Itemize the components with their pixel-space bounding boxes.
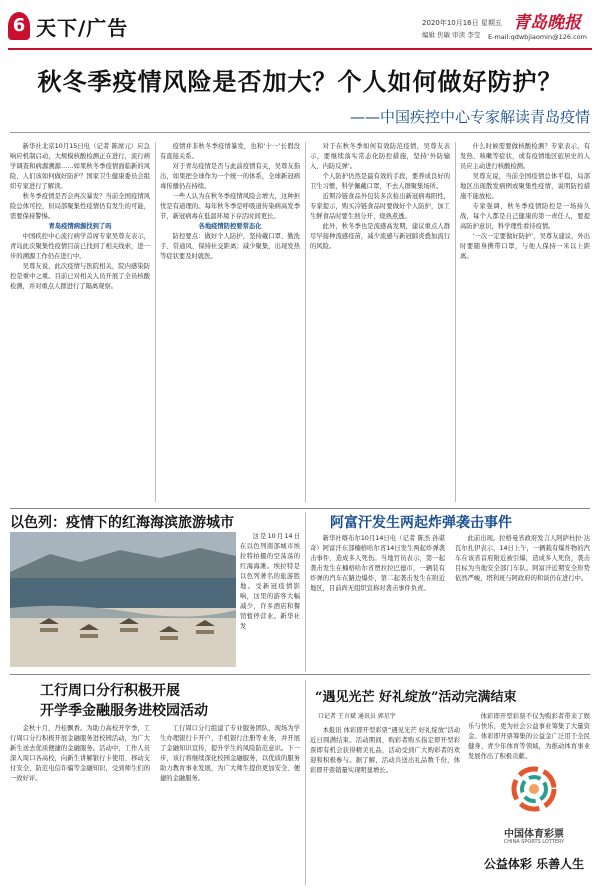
paragraph: 个人防护仍然是最有效的手段，要养成良好的卫生习惯，科学佩戴口罩，不去人群聚集场所。 <box>310 173 450 190</box>
paragraph: 什么时候需要做核酸检测？专家表示，有发热、咳嗽等症状，或有疫情地区旅居史的人员应主动进行核酸检测。 <box>460 143 590 170</box>
subheading: 各地疫情防控要常态化 <box>198 223 262 230</box>
contact-email: E-mail:qdwbjiaomin@126.com <box>488 33 587 41</box>
page-number: 6 <box>8 12 30 40</box>
main-subhead: ——中国疾控中心专家解读青岛疫情 <box>349 108 590 126</box>
paragraph: 秋冬季疫情是否会再次暴发？当前全国疫情风险总体可控，但局部聚集性疫情仍有发生的可能，需要保持警惕。 <box>10 193 150 220</box>
lottery-column-2 <box>468 712 590 760</box>
paragraph: 对于在秋冬季如何有效防范疫情，吴尊友表示，要继续落实常态化防控措施，坚持‘外防输入、内防反弹’。 <box>310 143 450 170</box>
paragraph: 专家强调，秋冬季疫情防控是一场持久战，每个人都是自己健康的第一责任人，要提高防护意识，科学理性看待疫情。 <box>460 203 590 230</box>
main-article-column-3 <box>310 142 450 502</box>
photo-caption: 这是10月14日在以色列南部城市埃拉特拍摄的空荡荡的红海海滩。埃拉特是以色列著名的旅游胜地。受新冠疫情影响，这里的游客大幅减少，许多酒店和餐馆暂停营业。新华社发 <box>240 533 300 630</box>
lottery-logo-en: CHINA SPORTS LOTTERY <box>503 839 565 845</box>
paragraph: 体彩即开型彩票不仅为购彩者带来了娱乐与快乐，更为社会公益事业筹集了大量资金。体彩即开票筹集的公益金广泛用于全民健身、青少年体育等领域，为推动体育事业发展作出了积极贡献。 <box>468 713 590 760</box>
paragraph: 新华社北京10月15日电（记者 陈席元）应急响应机制启动，大规模核酸检测正在进行，流行病学调查和病源溯源……如果秋冬季疫情面临新的风险，人们该如何做好防护？国家卫生健康委员会组织专家进行了解读。 <box>10 143 150 190</box>
masthead <box>8 8 592 50</box>
column-divider <box>155 142 156 502</box>
editor-credit: 编辑 焦敏 审读 李莹 <box>422 31 481 39</box>
afghan-column-2 <box>455 534 590 668</box>
lottery-column-1 <box>310 726 460 884</box>
paragraph: 此外，秋冬季也是流感高发期，建议重点人群尽早接种流感疫苗，减少流感与新冠肺炎叠加流行的风险。 <box>310 223 450 250</box>
issue-date: 2020年10月16日 星期五 <box>422 19 502 27</box>
icbc-column-1 <box>10 724 150 884</box>
paragraph: 金秋十月，丹桂飘香。为助力高校开学季，工行周口分行积极开展金融服务进校园活动，为广大新生送去优质便捷的金融服务。活动中，工作人员深入周口各高校，向新生讲解银行卡使用、移动支付安全、防范电信诈骗等金融知识，受到师生们的一致好评。 <box>10 725 150 782</box>
paragraph: 此前出现。拉格曼省政府发言人阿萨杜拉·达瓦尔扎伊表示，14日上午，一辆载有爆炸物的汽车在该省首府附近被引爆，造成多人死伤，袭击目标为当地安全部门车队。阿富汗近期安全形势依然严峻，塔利班与阿政府的和谈仍在进行中。 <box>455 535 590 582</box>
lottery-logo-text: 中国体育彩票 <box>504 829 564 840</box>
section-title: 天下/广告 <box>36 16 129 40</box>
afghan-column-1 <box>310 534 445 668</box>
paragraph: 防控要点：做好个人防护，坚持戴口罩、勤洗手、常通风、保持社交距离；减少聚集，出现发热等症状要及时就医。 <box>160 233 300 260</box>
paragraph: 吴尊友说，此次疫情与医院相关，院内感染防控是重中之重。目前已对相关人员开展了全员核酸检测，并对重点人群进行了隔离观察。 <box>10 263 150 290</box>
column-divider <box>305 680 306 885</box>
column-divider <box>455 142 456 502</box>
china-sports-lottery-logo <box>476 755 592 885</box>
paragraph: 工行周口分行组建了专业服务团队，现场为学生办理银行卡开户、手机银行注册等业务，并开展了金融知识宣传，提升学生的风险防范意识。下一步，该行将继续深化校园金融服务，以优质的服务助力教育事业发展，为广大师生提供更加安全、便捷的金融服务。 <box>160 725 300 782</box>
beach-photo-image <box>10 532 236 667</box>
icbc-title-line-1: 工行周口分行积极开展 <box>40 683 180 699</box>
paragraph: 吴尊友说，当前全国疫情总体平稳，局部地区出现散发病例或聚集性疫情，说明防控措施不能放松。 <box>460 173 590 200</box>
afghan-title: 阿富汗发生两起炸弹袭击事件 <box>330 515 512 531</box>
newspaper-logo: 青岛晚报 <box>513 13 581 33</box>
paragraph: 一些人认为在秋冬季疫情风险会增大，这种担忧是有道理的。每年秋冬季是呼吸道传染病高发季节，新冠病毒在低温环境下存活时间更长。 <box>160 193 300 220</box>
paragraph: 疫情并非秋冬季疫情暴发，也和‘十一’长假没有直接关系。 <box>160 143 300 160</box>
icbc-title-line-2: 开学季金融服务进校园活动 <box>40 703 208 719</box>
paragraph: 对于青岛疫情是否与此前疫情有关，吴尊友指出，如果把全球作为一个统一的体系，全球新冠病毒传播仍在持续。 <box>160 163 300 190</box>
lottery-slogan: 公益体彩 乐善人生 <box>483 857 585 871</box>
paragraph: 近期冷链食品外包装多次检出新冠病毒阳性，专家提示，购买冷链食品时要做好个人防护，加工生鲜食品时要生熟分开、烧熟煮透。 <box>310 193 450 220</box>
lottery-emblem-icon <box>476 755 592 835</box>
column-divider <box>305 512 306 672</box>
section-divider <box>10 674 590 675</box>
main-article-column-1 <box>10 142 150 502</box>
paragraph: 新华社喀布尔10月14日电（记者 陈杰 孙谌奇）阿富汗东部楠格哈尔省14日发生两起炸弹袭击事件，造成多人死伤。当地官员表示，第一起袭击发生在楠格哈尔省贾拉拉巴德市，一辆装有炸弹的汽车在路边爆炸，第二起袭击发生在附近地区，目前尚无组织宣称对袭击事件负责。 <box>310 535 445 592</box>
red-sea-caption <box>240 532 300 667</box>
main-article-column-2 <box>160 142 300 502</box>
icbc-column-2 <box>160 724 300 884</box>
main-article-column-4 <box>460 142 590 502</box>
section-divider <box>10 508 590 509</box>
subheading: 青岛疫情病源找到了吗 <box>48 223 112 230</box>
paragraph: 中国疾控中心流行病学首席专家吴尊友表示，青岛此次聚集性疫情目前已找到了相关线索，进一步的溯源工作仍在进行中。 <box>10 233 150 260</box>
column-divider <box>305 142 306 502</box>
main-headline: 秋冬季疫情风险是否加大？个人如何做好防护？ <box>37 67 563 96</box>
lottery-byline: 口记者 王言斌 通讯员 郭星宇 <box>318 713 396 720</box>
paragraph: 本报讯 体彩即开型彩票“遇见光芒 好礼绽放”活动近日圆满结束。活动期间，购彩者购买指定即开型彩票即有机会获得精美礼品，活动受到广大购彩者的欢迎和积极参与。据了解，活动共送出礼品数千份，体彩即开票销量实现明显增长。 <box>310 727 460 774</box>
red-sea-title: 以色列：疫情下的红海海滨旅游城市 <box>10 515 234 531</box>
lottery-title: “遇见光芒 好礼绽放”活动完满结束 <box>315 690 517 705</box>
paragraph: ‘一次一定要做好防护’，吴尊友建议，外出时要随身携带口罩，与他人保持一米以上距离。 <box>460 233 590 260</box>
beach-photo <box>10 532 236 667</box>
headline-divider <box>10 132 590 133</box>
